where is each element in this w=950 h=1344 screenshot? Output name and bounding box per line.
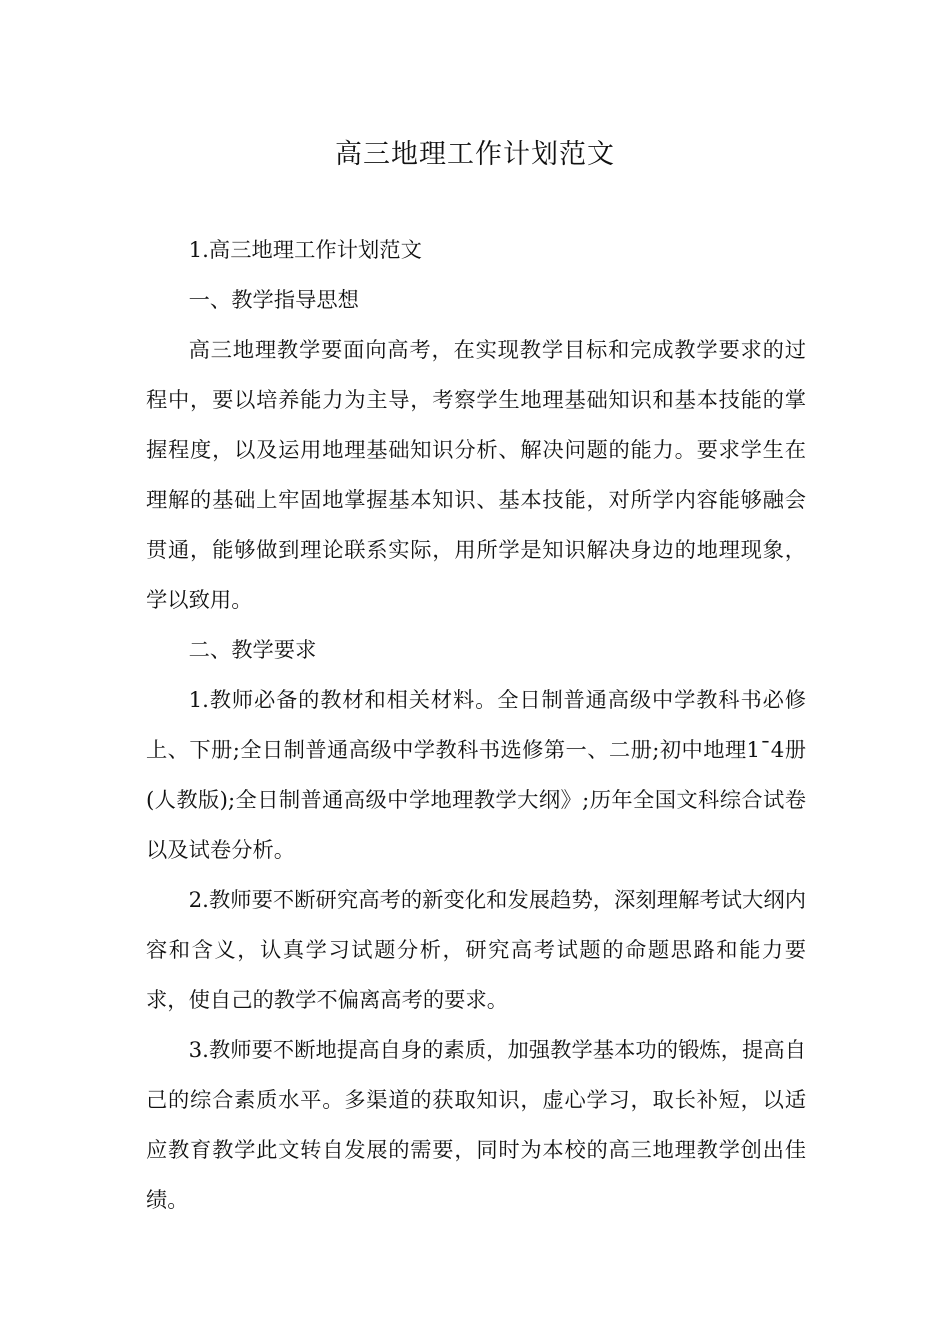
paragraph-section-2-heading: 二、教学要求 (188, 638, 317, 663)
paragraph-guiding-thought: 高三地理教学要面向高考，在实现教学目标和完成教学要求的过程中，要以培养能力为主导，考察学生地理基础知识和基本技能的掌握程度，以及运用地理基础知识分析、解决问题的能力。要求学生在理解的基础上牢固地掌握基本知识、基本技能，对所学内容能够融会贯通，能够做到理论联系实际，用所学是知识解决身边的地理现象，学以致用。 (146, 338, 806, 613)
document-body (146, 226, 806, 1226)
paragraph-section-1-heading: 一、教学指导思想 (188, 288, 359, 313)
document-title: 高三地理工作计划范文 (335, 139, 615, 170)
paragraph-requirement-2: 2.教师要不断研究高考的新变化和发展趋势，深刻理解考试大纲内容和含义，认真学习试题分析，研究高考试题的命题思路和能力要求，使自己的教学不偏离高考的要求。 (146, 888, 806, 1013)
paragraph-requirement-3: 3.教师要不断地提高自身的素质，加强教学基本功的锻炼，提高自己的综合素质水平。多渠道的获取知识，虚心学习，取长补短，以适应教育教学此文转自发展的需要，同时为本校的高三地理教学创出佳绩。 (146, 1038, 806, 1213)
paragraph-heading-1: 1.高三地理工作计划范文 (188, 238, 422, 263)
paragraph-requirement-1: 1.教师必备的教材和相关材料。全日制普通高级中学教科书必修上、下册;全日制普通高级中学教科书选修第一、二册;初中地理1¯4册(人教版);全日制普通高级中学地理教学大纲》;历年全国文科综合试卷以及试卷分析。 (146, 688, 806, 863)
